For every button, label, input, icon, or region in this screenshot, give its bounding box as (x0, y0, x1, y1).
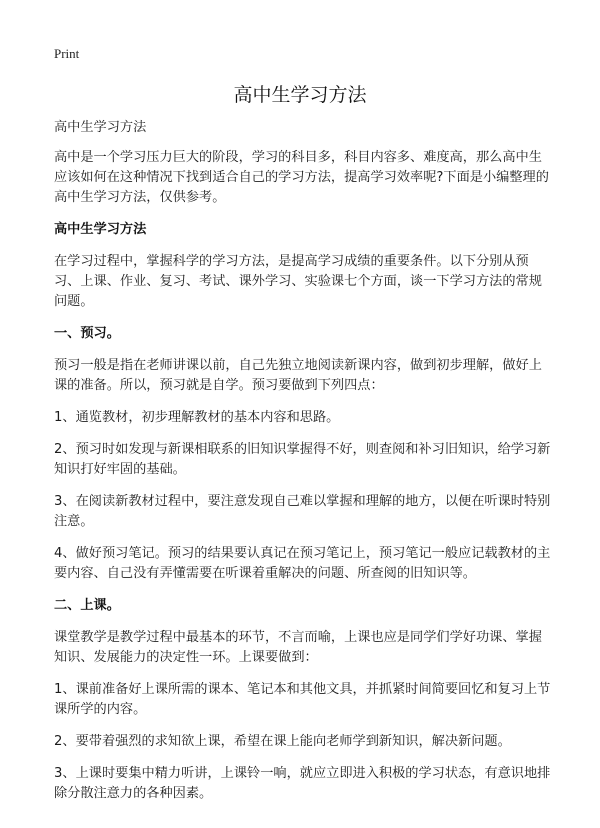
lecture-heading: 二、上课。 (54, 598, 120, 613)
intro-paragraph: 高中是一个学习压力巨大的阶段，学习的科目多，科目内容多、难度高，那么高中生应该如何在这种情况下找到适合自己的学习方法，提高学习效率呢?下面是小编整理的高中生学习方法，仅供参考。 (54, 150, 549, 205)
section-heading: 高中生学习方法 (54, 222, 147, 237)
list-item: 3、在阅读新教材过程中，要注意发现自己难以掌握和理解的地方，以便在听课时特别注意。 (54, 494, 551, 529)
article-subtitle: 高中生学习方法 (54, 120, 147, 135)
list-item: 1、课前准备好上课所需的课本、笔记本和其他文具，并抓紧时间简要回忆和复习上节课所学的内容。 (54, 682, 551, 717)
page-title: 高中生学习方法 (233, 84, 367, 106)
article-body (54, 118, 554, 816)
list-item: 2、预习时如发现与新课相联系的旧知识掌握得不好，则查阅和补习旧知识，给学习新知识打好牢固的基础。 (54, 442, 551, 477)
overview-paragraph: 在学习过程中，掌握科学的学习方法，是提高学习成绩的重要条件。以下分别从预习、上课、作业、复习、考试、课外学习、实验课七个方面，谈一下学习方法的常规问题。 (54, 254, 542, 309)
list-item: 3、上课时要集中精力听讲，上课铃一响，就应立即进入积极的学习状态，有意识地排除分散注意力的各种因素。 (54, 766, 551, 801)
list-item: 2、要带着强烈的求知欲上课，希望在课上能向老师学到新知识，解决新问题。 (54, 734, 511, 749)
print-link[interactable]: Print (54, 46, 80, 61)
list-item: 1、通览教材，初步理解教材的基本内容和思路。 (54, 410, 340, 425)
preview-intro: 预习一般是指在老师讲课以前，自己先独立地阅读新课内容，做到初步理解，做好上课的准备。所以，预习就是自学。预习要做到下列四点： (54, 358, 542, 393)
preview-heading: 一、预习。 (54, 326, 120, 341)
list-item: 4、做好预习笔记。预习的结果要认真记在预习笔记上，预习笔记一般应记载教材的主要内容、自己没有弄懂需要在听课着重解决的问题、所查阅的旧知识等。 (54, 546, 551, 581)
lecture-intro: 课堂教学是教学过程中最基本的环节，不言而喻，上课也应是同学们学好功课、掌握知识、发展能力的决定性一环。上课要做到： (54, 630, 542, 665)
